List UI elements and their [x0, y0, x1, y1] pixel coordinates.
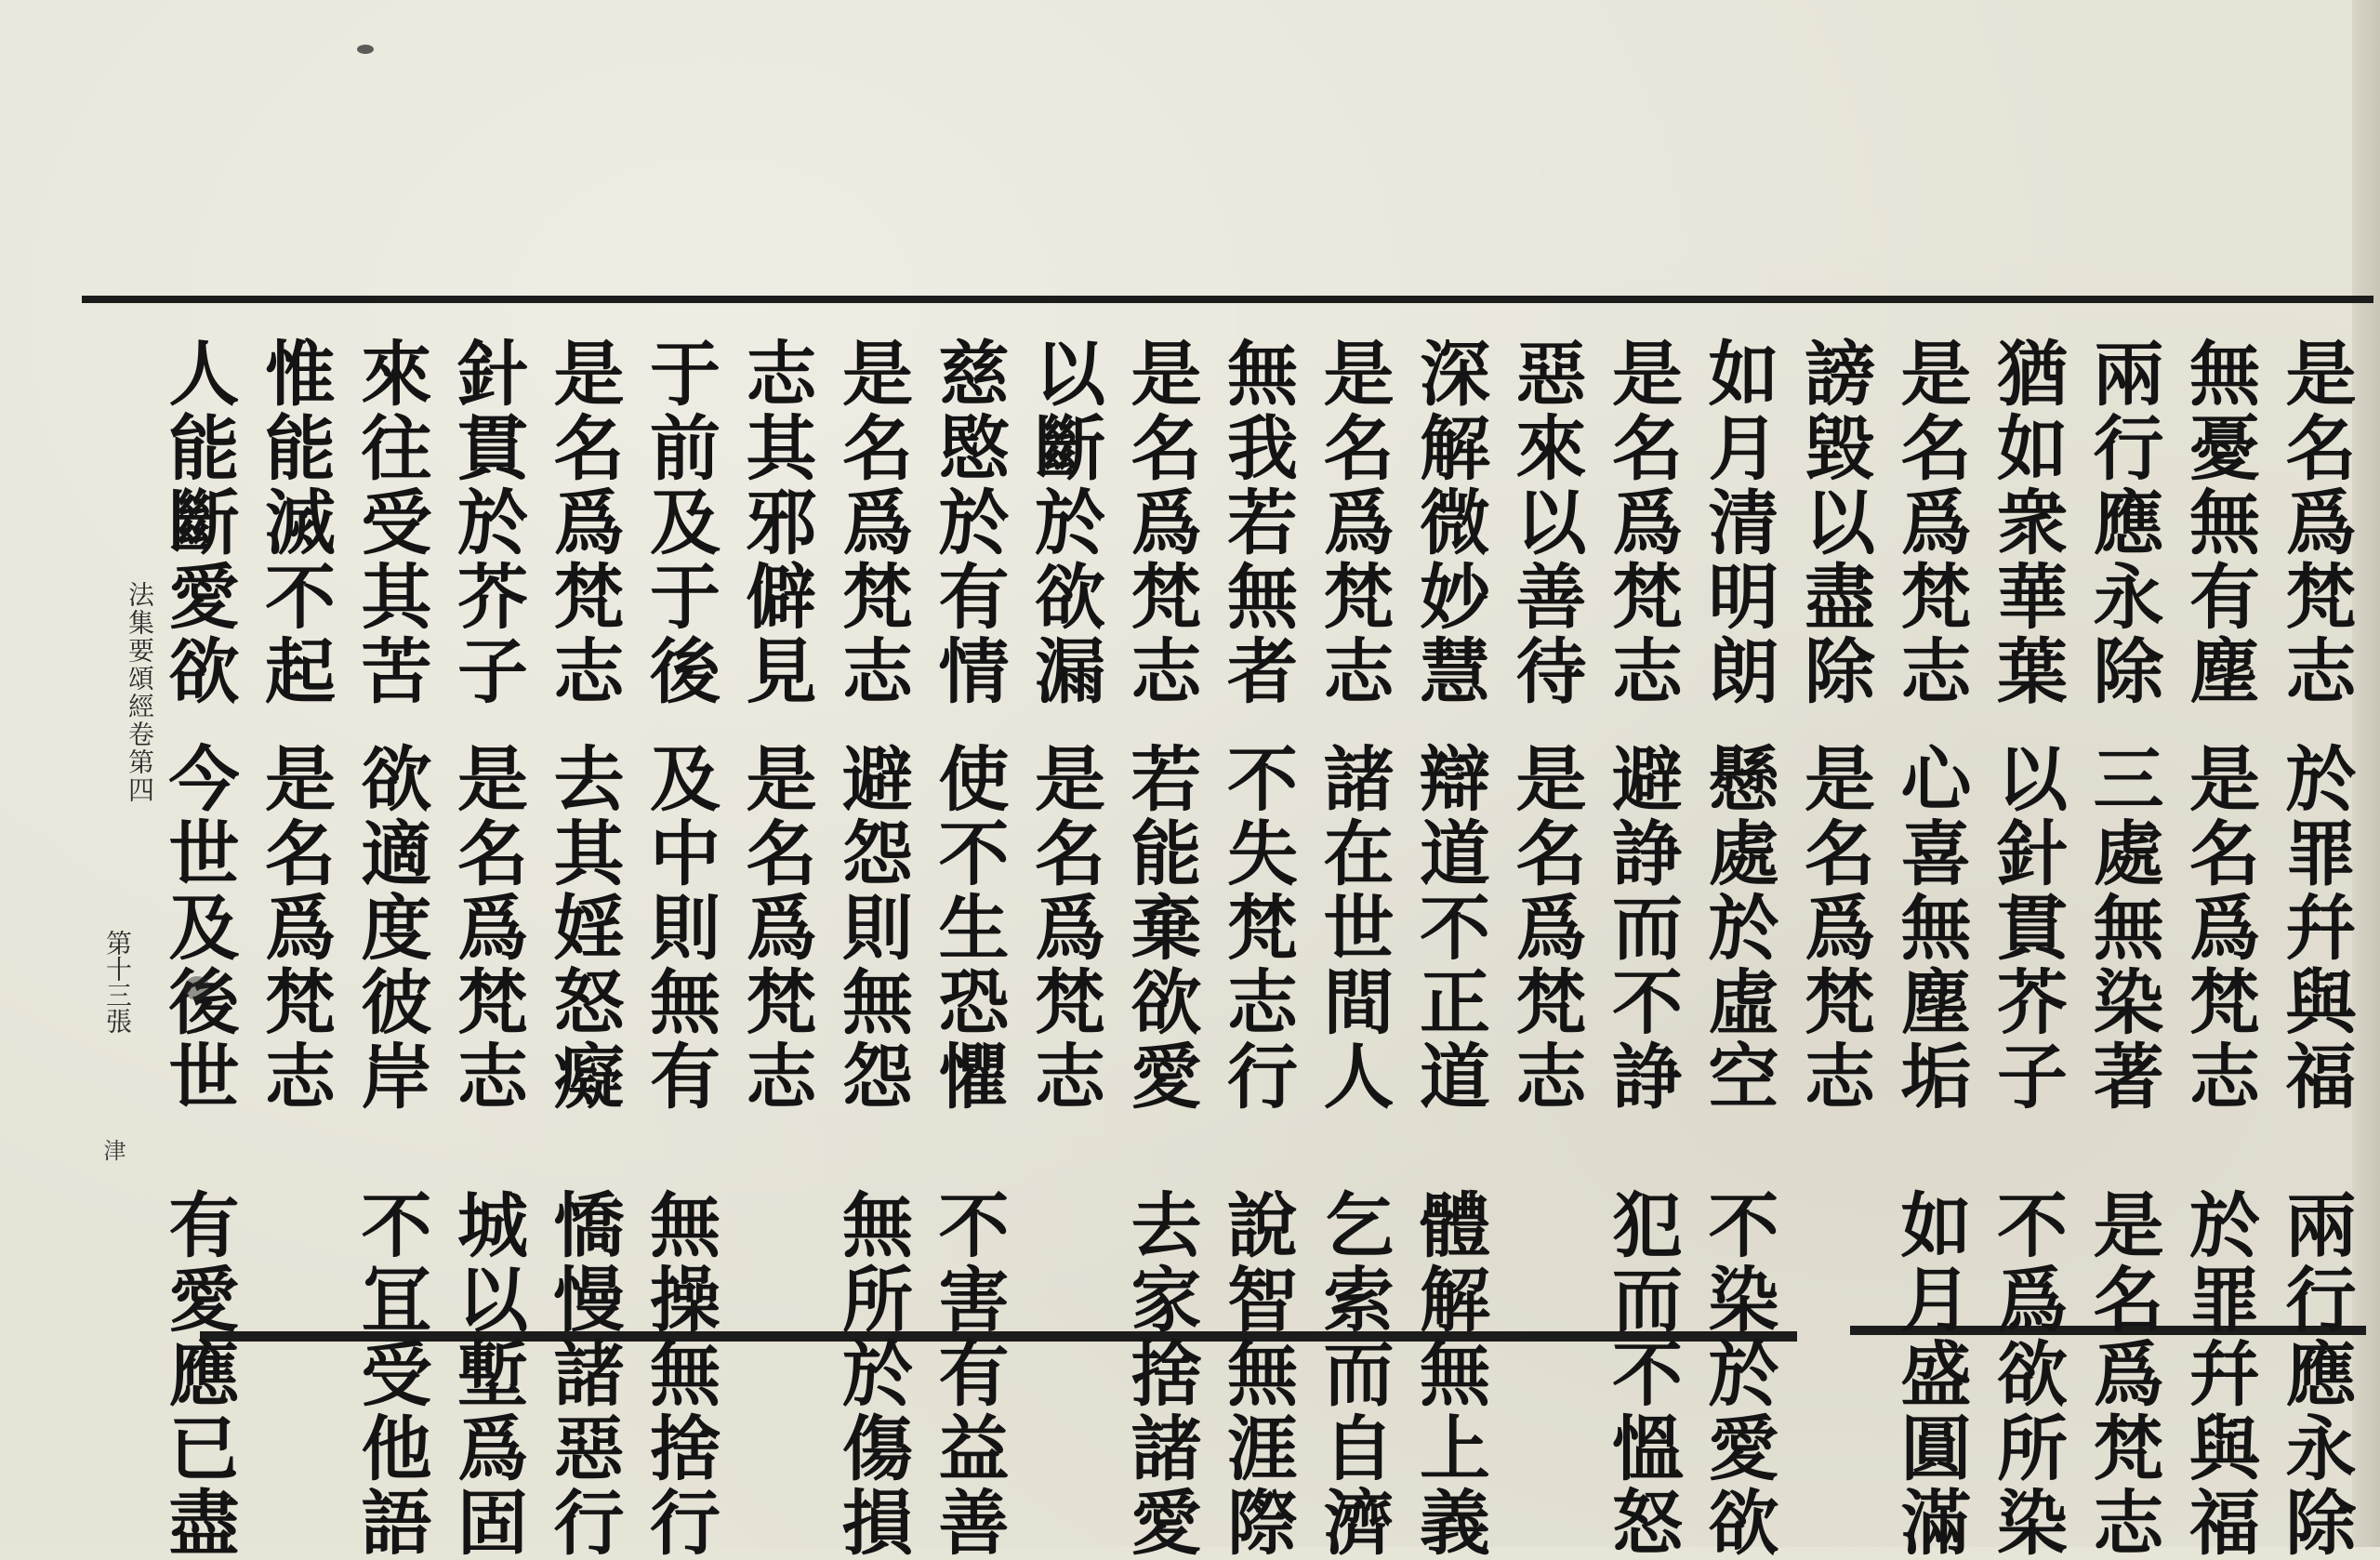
column-line-upper: 深解微妙慧 — [1408, 337, 1491, 708]
column-line-upper: 慈愍於有情 — [927, 337, 1010, 708]
margin-sutra-title: 法集要頌經卷第四 — [125, 581, 155, 804]
column-line-lower: 不失梵志行 說智無涯際 — [1215, 742, 1299, 1560]
text-column — [734, 337, 817, 1114]
text-column — [1119, 337, 1202, 1560]
text-column — [2082, 337, 2164, 1560]
column-line-upper: 謗毀以盡除 — [1792, 337, 1876, 708]
column-line-lower: 避怨則無怨 無所於傷損 — [830, 742, 914, 1560]
column-line-upper: 是名爲梵志 — [1889, 337, 1972, 708]
column-line-lower: 是名爲梵志 — [734, 742, 817, 1114]
column-line-lower: 欲適度彼岸 不冝受他語 — [350, 742, 432, 1560]
text-column — [1408, 337, 1491, 1560]
frame-top-rule — [82, 296, 2373, 303]
column-line-upper: 于前及于後 — [638, 337, 721, 708]
column-line-upper: 人能斷愛欲 — [157, 337, 240, 708]
column-line-upper: 兩行應永除 — [2082, 337, 2164, 708]
column-line-upper: 是名爲梵志 — [1600, 337, 1684, 708]
ink-blot — [357, 45, 374, 54]
column-line-lower: 是名爲梵志 — [253, 742, 337, 1114]
column-line-upper: 如月清明朗 — [1697, 337, 1779, 708]
column-line-upper: 針貫於芥子 — [445, 337, 529, 708]
column-line-lower: 辯道不正道 體解無上義 — [1408, 742, 1491, 1560]
column-line-lower: 諸在世間人 乞索而自濟 — [1312, 742, 1395, 1560]
text-column — [253, 337, 337, 1114]
text-column — [542, 337, 625, 1560]
text-column — [1697, 337, 1779, 1560]
column-line-lower: 使不生恐懼 不害有益善 — [927, 742, 1010, 1560]
column-line-upper: 來往受其苦 — [350, 337, 432, 708]
column-line-lower: 若能棄欲愛 去家捨諸愛 — [1119, 742, 1202, 1560]
text-column — [2177, 337, 2261, 1560]
column-line-lower: 懸處於虛空 不染於愛欲 — [1697, 742, 1779, 1560]
text-column — [1889, 337, 1972, 1560]
text-column — [157, 337, 240, 1560]
margin-carver-mark: 津 — [99, 1139, 126, 1161]
column-line-lower: 避諍而不諍 犯而不慍怒 — [1600, 742, 1684, 1560]
column-line-upper: 是名爲梵志 — [830, 337, 914, 708]
column-line-lower: 是名爲梵志 — [1792, 742, 1876, 1114]
column-line-upper: 無憂無有塵 — [2177, 337, 2261, 708]
text-column — [1985, 337, 2069, 1560]
column-line-lower: 去其婬怒癡 憍慢諸惡行 — [542, 742, 625, 1560]
ink-blot — [184, 976, 210, 1000]
text-column — [445, 337, 529, 1560]
column-line-lower: 是名爲梵志 — [1023, 742, 1106, 1114]
column-line-upper: 無我若無者 — [1215, 337, 1299, 708]
column-line-upper: 是名爲梵志 — [542, 337, 625, 708]
text-column — [638, 337, 721, 1560]
text-column — [1792, 337, 1876, 1114]
text-column — [927, 337, 1010, 1560]
text-column — [1023, 337, 1106, 1114]
column-line-upper: 猶如衆華葉 — [1985, 337, 2069, 708]
margin-folio-number: 第十三張 — [102, 930, 133, 1034]
text-column — [350, 337, 432, 1560]
column-line-lower: 是名爲梵志 城以塹爲固 — [445, 742, 529, 1560]
column-line-lower: 心喜無塵垢 如月盛圓滿 — [1889, 742, 1972, 1560]
column-line-lower: 於罪幷與福 兩行應永除 — [2274, 742, 2357, 1560]
column-line-upper: 以斷於欲漏 — [1023, 337, 1106, 708]
column-line-lower: 是名爲梵志 — [1504, 742, 1587, 1114]
text-column — [1312, 337, 1395, 1560]
column-line-lower: 以針貫芥子 不爲欲所染 — [1985, 742, 2069, 1560]
text-column — [1215, 337, 1299, 1560]
column-line-lower: 及中則無有 無操無捨行 — [638, 742, 721, 1560]
text-column — [2274, 337, 2357, 1560]
column-line-upper: 是名爲梵志 — [2274, 337, 2357, 708]
column-line-lower: 三處無染著 是名爲梵志 — [2082, 742, 2164, 1560]
column-line-upper: 志其邪僻見 — [734, 337, 817, 708]
column-line-upper: 是名爲梵志 — [1119, 337, 1202, 708]
column-line-lower: 今世及後世 有愛應已盡 — [157, 742, 240, 1560]
text-column — [830, 337, 914, 1560]
text-column — [1504, 337, 1587, 1114]
text-column — [1600, 337, 1684, 1560]
column-line-lower: 是名爲梵志 於罪幷與福 — [2177, 742, 2261, 1560]
column-line-upper: 惟能滅不起 — [253, 337, 337, 708]
column-line-upper: 惡來以善待 — [1504, 337, 1587, 708]
column-line-upper: 是名爲梵志 — [1312, 337, 1395, 708]
